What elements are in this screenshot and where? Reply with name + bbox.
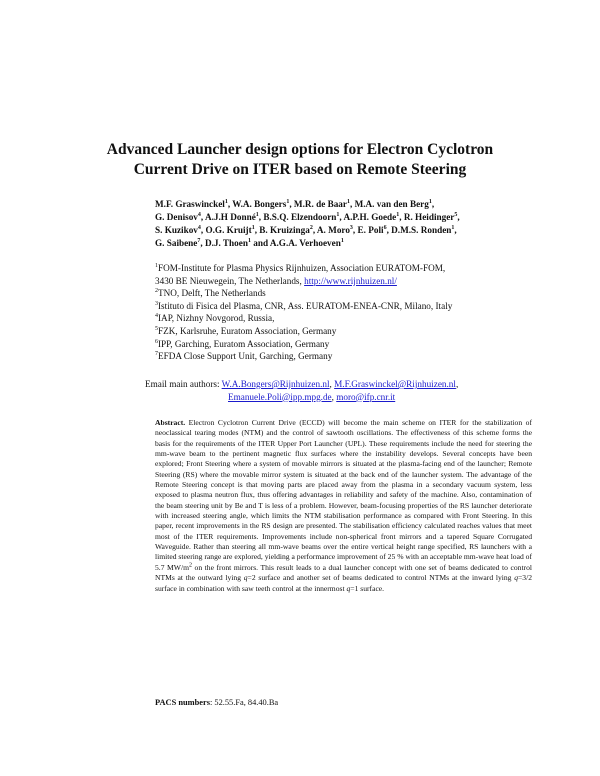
abstract-text: =1 surface. <box>350 583 385 593</box>
affiliation-marker: 4 <box>155 313 158 320</box>
affiliation-text: IPP, Garching, Euratom Association, Germany <box>158 338 330 349</box>
affiliation-text: TNO, Delft, The Netherlands <box>158 288 266 299</box>
title-line-1: Advanced Launcher design options for Electron Cyclotron <box>106 141 494 158</box>
author-affiliation-marker: 1 <box>451 224 455 231</box>
author-line-4 <box>155 237 555 250</box>
pacs-label: PACS numbers <box>155 698 210 707</box>
abstract-text: =2 surface and another set of beams dedicated to control NTMs at the inward lying <box>247 573 515 583</box>
author-separator: , <box>386 225 392 235</box>
author-separator: , <box>254 225 260 235</box>
institute-url-link[interactable]: http://www.rijnhuizen.nl/ <box>304 275 397 286</box>
author-list <box>155 198 555 250</box>
author-affiliation-marker: 2 <box>309 224 313 231</box>
title-line-2: Current Drive on ITER based on Remote Steering <box>133 161 467 178</box>
author-separator: , <box>431 199 435 209</box>
pacs-value: : 52.55.Fa, 84.40.Ba <box>209 698 279 707</box>
author-name: A.G.A. Verhoeven <box>269 238 341 248</box>
author-separator: , <box>200 212 205 222</box>
author-name: G. Saibene <box>155 238 198 248</box>
author-name: W.A. Bongers <box>232 199 287 209</box>
author-line-2 <box>155 211 555 224</box>
author-affiliation-marker: 1 <box>346 198 350 205</box>
author-affiliation-marker: 1 <box>336 211 340 218</box>
author-name: G. Denisov <box>155 212 198 222</box>
author-name: M.A. van den Berg <box>354 199 429 209</box>
affiliation-text: Istituto di Fisica del Plasma, CNR, Ass. EURATOM-ENEA-CNR, Milano, Italy <box>158 300 453 311</box>
author-affiliation-marker: 4 <box>197 224 201 231</box>
author-name: O.G. Kruijt <box>205 225 252 235</box>
affiliation-1-cont <box>155 275 555 288</box>
author-separator: , <box>399 212 404 222</box>
author-separator: , <box>227 199 233 209</box>
author-separator: , <box>289 199 294 209</box>
author-affiliation-marker: 1 <box>396 211 400 218</box>
affiliation-text: EFDA Close Support Unit, Garching, Germany <box>158 351 333 362</box>
affiliation-marker: 5 <box>155 325 158 332</box>
author-affiliation-marker: 1 <box>251 224 255 231</box>
affiliation-text: FOM-Institute for Plasma Physics Rijnhuizen, Association EURATOM-FOM, <box>158 263 446 273</box>
affiliation-text: FZK, Karlsruhe, Euratom Association, Germany <box>158 325 337 336</box>
q-symbol: q <box>514 573 519 583</box>
affiliation-text: 3430 BE Nieuwegein, The Netherlands, <box>155 275 305 286</box>
author-name: A. Moro <box>316 225 350 235</box>
author-affiliation-marker: 1 <box>255 211 259 218</box>
author-affiliation-marker: 1 <box>247 237 251 244</box>
affiliation-marker: 7 <box>155 351 158 358</box>
author-separator: , <box>312 225 317 235</box>
author-name: A.J.H Donné <box>204 212 256 222</box>
author-name: D.J. Thoen <box>204 238 248 248</box>
affiliation-text: IAP, Nizhny Novgorod, Russia, <box>158 313 275 324</box>
email-link[interactable]: M.F.Graswinckel@Rijnhuizen.nl <box>334 379 456 389</box>
q-symbol: q <box>243 573 248 583</box>
affiliation-6 <box>155 338 555 351</box>
affiliation-1 <box>155 262 555 275</box>
author-line-1 <box>155 198 555 211</box>
author-name: R. Heidinger <box>403 212 455 222</box>
author-name: M.F. Graswinckel <box>155 199 225 209</box>
author-affiliation-marker: 1 <box>340 237 344 244</box>
author-separator: , <box>349 199 355 209</box>
abstract <box>155 418 532 594</box>
author-line-3 <box>155 224 555 237</box>
affiliation-7 <box>155 350 555 363</box>
email-line-1: Email main authors: W.A.Bongers@Rijnhuizen.nl, M.F.Graswinckel@Rijnhuizen.nl, <box>145 379 459 389</box>
author-separator: and <box>250 238 270 248</box>
abstract-text: =3/2 surface in combination with saw teeth control at the innermost <box>155 573 533 593</box>
author-separator: , <box>339 212 344 222</box>
author-affiliation-marker: 1 <box>428 198 432 205</box>
author-affiliation-marker: 1 <box>286 198 290 205</box>
email-link[interactable]: moro@ifp.cnr.it <box>336 391 396 402</box>
abstract-text: Electron Cyclotron Current Drive (ECCD) will become the main scheme on ITER for the stabilization of neoclassical tearing modes (NTM) and the control of sawtooth oscillations. The effectiveness of this scheme forms the basis for the requirements of the ITER Upper Port Launcher (UPL). These requirements include the need for steering the mm-wave beam to the pertinent magnetic flux surfaces where the instability develops. Several concepts have been explored; Front Steering where a system of movable mirrors is situated at the plasma-facing end of the launcher; Remote Steering (RS) where the movable mirror system is situated at the back end of the launcher system. The advantage of the Remote Steering concept is that moving parts are placed away from the plasma in a secondary vacuum system, less exposed to plasma neutron flux, thus offering advantages in reliability and safety of the machine. Also, contamination of the beam steering unit by Be and T is less of a problem. However, beam-focusing properties of the RS launcher deteriorate with increased steering angle, which limits the NTM stabilisation performance as compared with Front Steering. In this paper, recent improvements in the RS design are presented. The stabilisation efficiency calculated reaches values that meet most of the ITER requirements. Improvements include non-spherical front mirrors and a tapered Square Corrugated Waveguide. Rather than steering all mm-wave beams over the entire vertical height range specified, RS launchers with a limited steering range are explored, yielding a performance improvement of 25 % with an acceptable mm-wave heat load of 5.7 MW/m <box>155 418 532 572</box>
affiliation-marker: 2 <box>155 288 158 295</box>
author-affiliation-marker: 5 <box>454 211 458 218</box>
author-affiliation-marker: 4 <box>197 211 201 218</box>
author-affiliation-marker: 6 <box>383 224 387 231</box>
affiliation-marker: 3 <box>155 300 158 307</box>
author-separator: , <box>200 225 206 235</box>
affiliation-3 <box>155 300 555 313</box>
author-name: A.P.H. Goede <box>343 212 397 222</box>
affiliation-marker: 1 <box>155 262 158 269</box>
affiliation-4 <box>155 312 555 325</box>
email-link[interactable]: Emanuele.Poli@ipp.mpg.de <box>228 391 332 402</box>
author-name: D.M.S. Ronden <box>391 225 452 235</box>
email-block <box>145 378 545 403</box>
author-separator: , <box>200 238 205 248</box>
email-line-2: Emanuele.Poli@ipp.mpg.de, moro@ifp.cnr.it <box>228 391 396 402</box>
author-affiliation-marker: 1 <box>224 198 228 205</box>
pacs-numbers <box>155 697 532 708</box>
author-name: B.S.Q. Elzendoorn <box>263 212 337 222</box>
paper-title <box>90 140 510 180</box>
abstract-label: Abstract. <box>155 418 186 427</box>
author-name: B. Kruizinga <box>259 225 310 235</box>
abstract-text: on the front mirrors. This result leads to a dual launcher concept with one set of beams dedicated to control NTMs at the outward lying <box>155 562 532 583</box>
email-label: Email main authors: <box>145 379 222 389</box>
author-separator: , <box>258 212 264 222</box>
author-affiliation-marker: 7 <box>197 237 201 244</box>
author-separator: , <box>457 212 460 222</box>
author-affiliation-marker: 3 <box>349 224 353 231</box>
author-name: S. Kuzikov <box>155 225 198 235</box>
affiliation-list <box>155 262 555 363</box>
affiliation-marker: 6 <box>155 338 158 345</box>
author-separator: , <box>352 225 358 235</box>
email-link[interactable]: W.A.Bongers@Rijnhuizen.nl <box>221 379 330 389</box>
author-name: M.R. de Baar <box>293 199 347 209</box>
unit-exponent: 2 <box>188 562 192 569</box>
author-name: E. Poli <box>357 225 384 235</box>
affiliation-2 <box>155 287 555 300</box>
q-symbol: q <box>346 583 351 593</box>
author-separator: , <box>454 225 457 235</box>
affiliation-5 <box>155 325 555 338</box>
